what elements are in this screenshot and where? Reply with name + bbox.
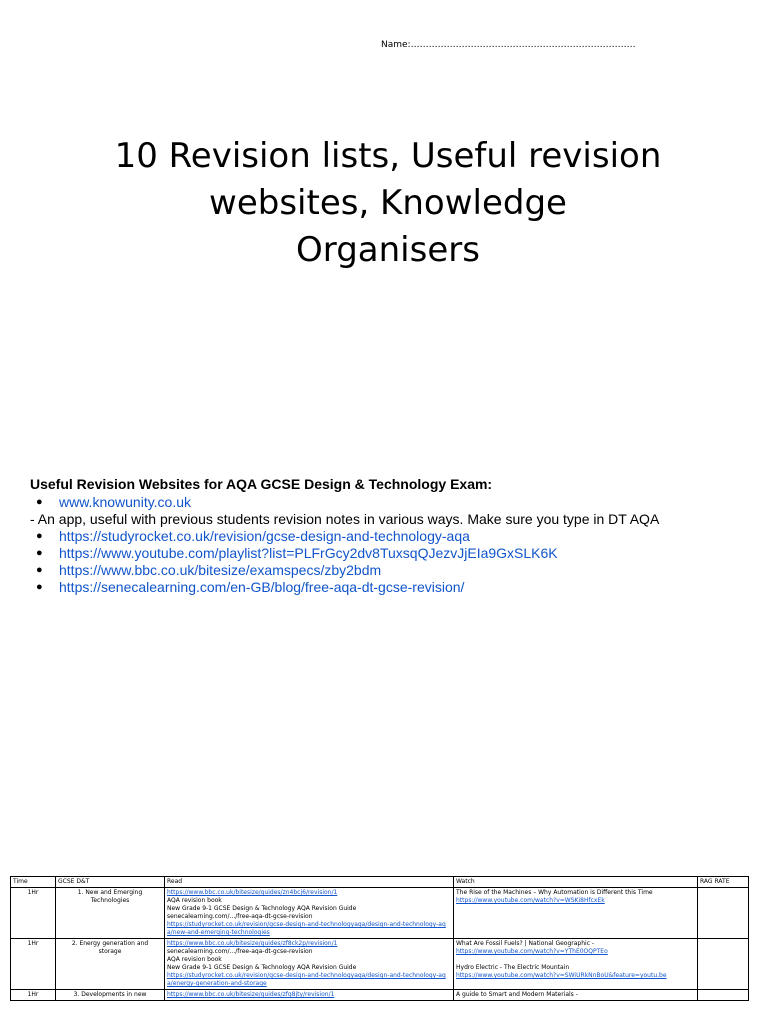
bullet-icon: ● [36,547,43,559]
revision-plan-table [10,876,749,1001]
time-cell: 1Hr [11,939,56,990]
read-cell [165,990,454,1001]
header-time: Time [11,877,56,888]
read-text: AQA revision book [167,956,222,963]
read-link[interactable]: https://studyrocket.co.uk/revision/gcse-design-and-technologyaqa/design-and-technology-aqa/new-and-emerging-technologies [167,921,446,936]
list-item [30,494,750,511]
knowunity-note: - An app, useful with previous students revision notes in various ways. Make sure you type in DT AQA [30,511,660,527]
read-text: AQA revision book [167,897,222,904]
read-text: New Grade 9-1 GCSE Design & Technology AQA Revision Guide [167,905,357,912]
watch-text: A guide to Smart and Modern Materials - [456,991,578,998]
bbc-bitesize-link[interactable]: https://www.bbc.co.uk/bitesize/examspecs/zby2bdm [59,562,382,578]
read-link[interactable]: https://www.bbc.co.uk/bitesize/guides/zn4bcj6/revision/1 [167,889,338,896]
bullet-icon: ● [36,496,43,508]
page-title [60,133,716,274]
spacer [456,956,695,964]
read-text: New Grade 9-1 GCSE Design & Technology AQA Revision Guide [167,964,357,971]
studyrocket-link[interactable]: https://studyrocket.co.uk/revision/gcse-design-and-technology-aqa [59,528,470,544]
header-watch: Watch [454,877,698,888]
watch-link[interactable]: https://www.youtube.com/watch?v=YThE0OQPTEo [456,948,608,955]
read-link[interactable]: https://studyrocket.co.uk/revision/gcse-design-and-technologyaqa/design-and-technology-aqa/energy-generation-and-storage [167,972,446,987]
bullet-icon: ● [36,564,43,576]
youtube-playlist-link[interactable]: https://www.youtube.com/playlist?list=PLFrGcy2dv8TuxsqQJezvJjEIa9GxSLK6K [59,545,558,561]
list-item [30,562,750,579]
websites-list-2 [30,528,750,596]
list-item [30,528,750,545]
watch-cell [454,888,698,939]
read-cell [165,888,454,939]
table-row [11,990,749,1001]
header-read: Read [165,877,454,888]
list-item [30,545,750,562]
time-cell: 1Hr [11,990,56,1001]
title-line-1: 10 Revision lists, Useful revision [114,136,662,176]
rag-cell[interactable] [698,939,749,990]
rag-cell[interactable] [698,888,749,939]
table-header-row [11,877,749,888]
header-rag: RAG RATE [698,877,749,888]
read-link[interactable]: https://www.bbc.co.uk/bitesize/guides/zfq8jty/revision/1 [167,991,335,998]
header-topic: GCSE D&T [56,877,165,888]
title-line-3: Organisers [296,230,480,270]
knowunity-link[interactable]: www.knowunity.co.uk [59,494,192,510]
topic-cell: 3. Developments in new [56,990,165,1001]
watch-link[interactable]: https://www.youtube.com/watch?v=WSKi8HfcxEk [456,897,605,904]
read-link[interactable]: https://www.bbc.co.uk/bitesize/guides/zf8ck2p/revision/1 [167,940,338,947]
watch-text: Hydro Electric - The Electric Mountain [456,964,570,971]
table-row [11,939,749,990]
rag-cell[interactable] [698,990,749,1001]
topic-cell: 2. Energy generation and storage [56,939,165,990]
read-cell [165,939,454,990]
seneca-link[interactable]: https://senecalearning.com/en-GB/blog/free-aqa-dt-gcse-revision/ [59,579,465,595]
watch-link[interactable]: https://www.youtube.com/watch?v=SWiURkNnBoU&feature=youtu.be [456,972,667,979]
name-field-label: Name:………………………………………………………………… [381,40,636,50]
read-text: senecalearning.com/.../free-aqa-dt-gcse-revision [167,913,313,920]
table-row [11,888,749,939]
bullet-icon: ● [36,530,43,542]
topic-cell: 1. New and Emerging Technologies [56,888,165,939]
websites-list-1 [30,494,750,511]
watch-cell [454,990,698,1001]
watch-text: What Are Fossil Fuels? | National Geographic - [456,940,595,947]
watch-text: The Rise of the Machines – Why Automation is Different this Time [456,889,653,896]
list-item [30,579,750,596]
revision-websites-section [30,476,750,596]
title-line-2: websites, Knowledge [209,183,567,223]
read-text: senecalearning.com/.../free-aqa-dt-gcse-revision [167,948,313,955]
watch-cell [454,939,698,990]
bullet-icon: ● [36,581,43,593]
websites-heading: Useful Revision Websites for AQA GCSE Design & Technology Exam: [30,476,493,492]
time-cell: 1Hr [11,888,56,939]
